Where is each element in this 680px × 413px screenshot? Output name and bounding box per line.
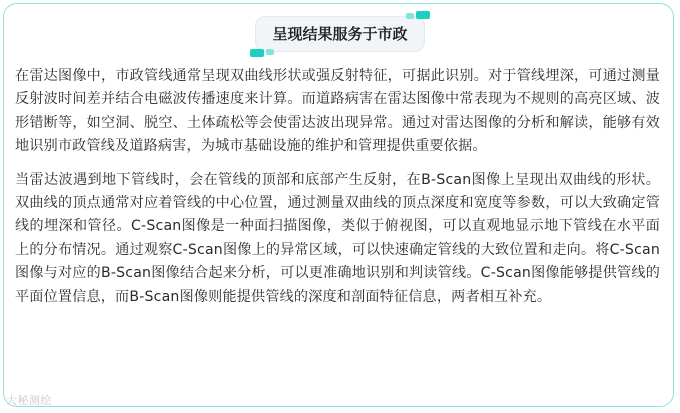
- corner-accent-bottom-left: [250, 49, 264, 57]
- banner-wrap: [0, 16, 680, 52]
- article-body: [15, 65, 660, 319]
- paragraph-1: 在雷达图像中，市政管线通常呈现双曲线形状或强反射特征，可据此识别。对于管线埋深，可通过测量反射波时间差并结合电磁波传播速度来计算。而道路病害在雷达图像中常表现为不规则的高亮区域、波形错断等，如空洞、脱空、土体疏松等会使雷达波出现异常。通过对雷达图像的分析和解读，能够有效地识别市政管线及道路病害，为城市基础设施的维护和管理提供重要依据。: [15, 68, 660, 155]
- section-title: 呈现结果服务于市政: [272, 25, 408, 43]
- corner-accent-top-right-small: [406, 13, 414, 19]
- section-title-banner: [255, 16, 424, 52]
- paragraph-2: 当雷达波遇到地下管线时，会在管线的顶部和底部产生反射，在B-Scan图像上呈现出双曲线的形状。双曲线的顶点通常对应着管线的中心位置，通过测量双曲线的顶点深度和宽度等参数，可以大致确定管线的埋深和管径。C-Scan图像是一种面扫描图像，类似于俯视图，可以直观地显示地下管线在水平面上的分布情况。通过观察C-Scan图像上的异常区域，可以快速确定管线的大致位置和走向。将C-Scan图像与对应的B-Scan图像结合起来分析，可以更准确地识别和判读管线。C-Scan图像能够提供管线的平面位置信息，而B-Scan图像则能提供管线的深度和剖面特征信息，两者相互补充。: [15, 171, 660, 305]
- watermark: 大秘测绘: [6, 394, 52, 407]
- corner-accent-bottom-left-small: [266, 49, 274, 55]
- corner-accent-top-right: [416, 11, 430, 19]
